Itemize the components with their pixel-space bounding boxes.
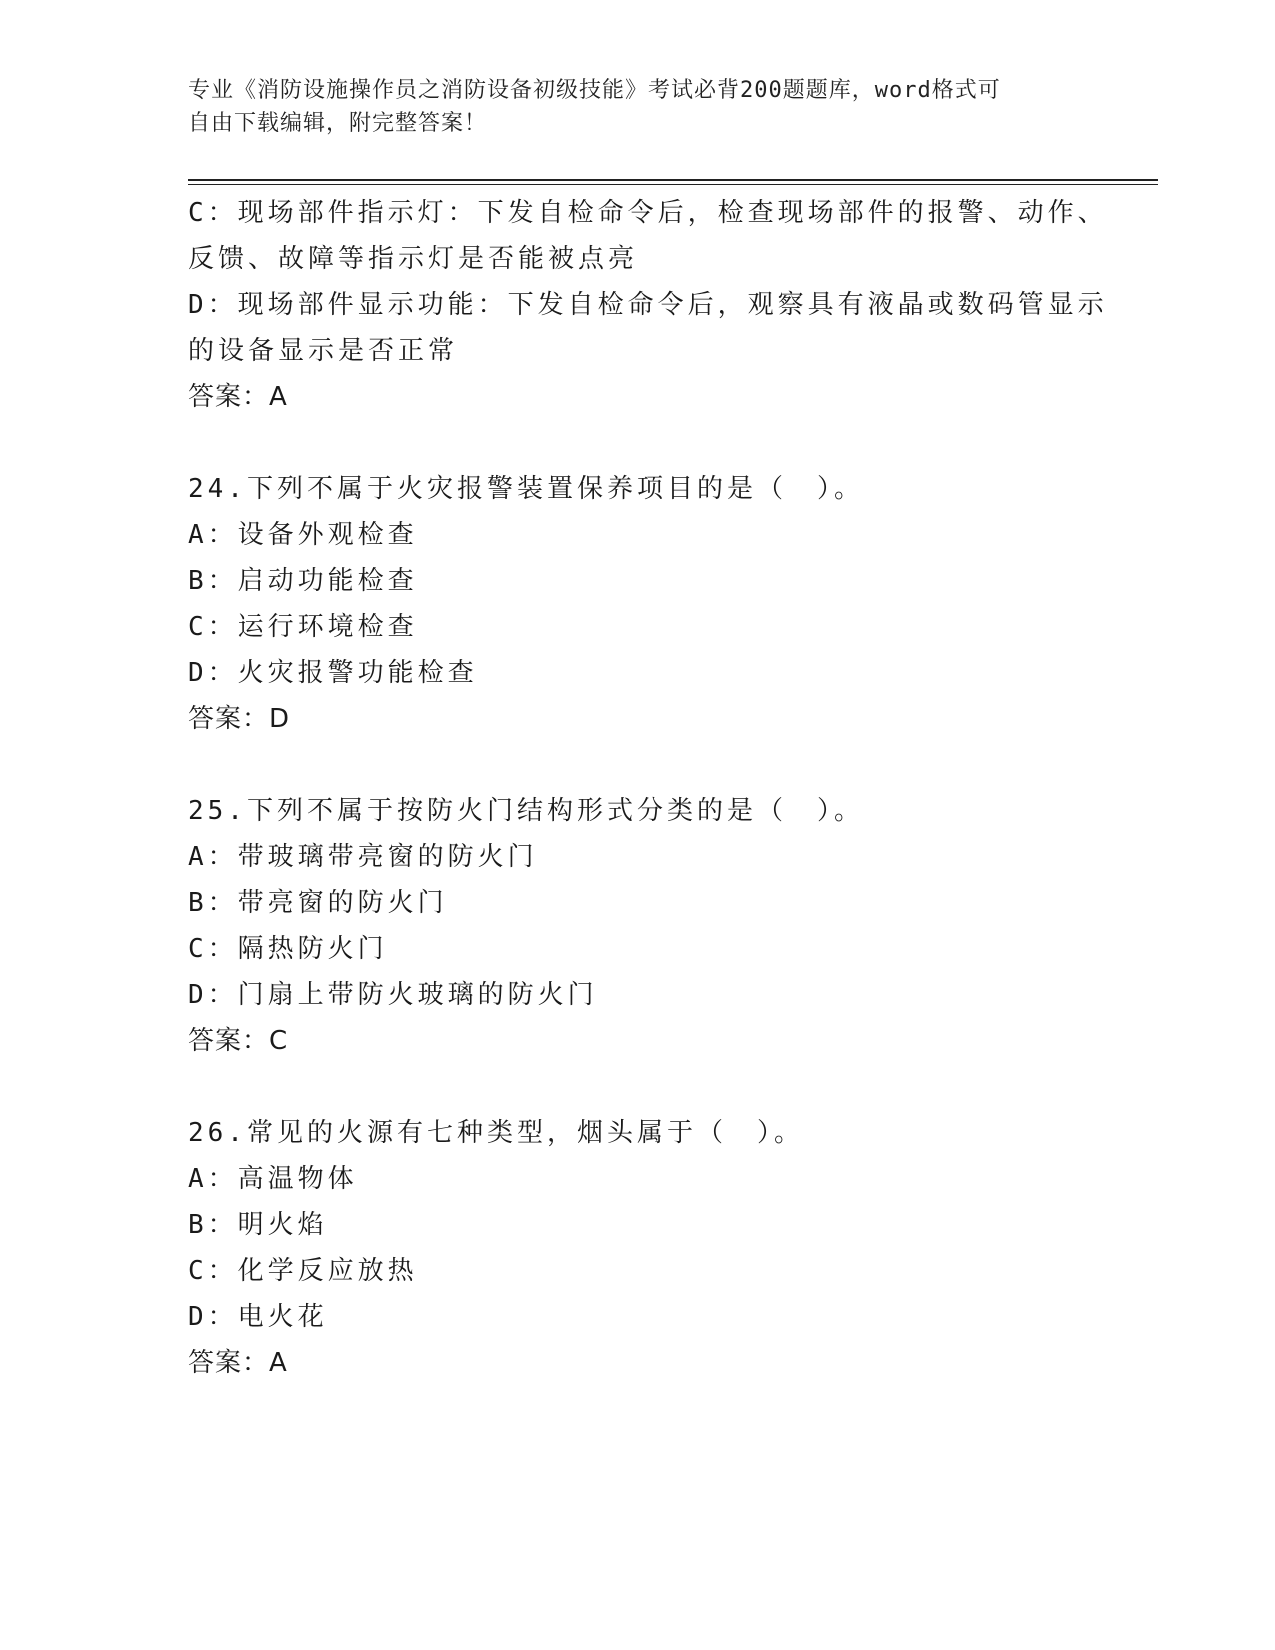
option-b: B：启动功能检查 <box>188 566 418 596</box>
option-b: B：带亮窗的防火门 <box>188 888 448 918</box>
question-content <box>188 190 1108 1386</box>
option-d-line-2: 的设备显示是否正常 <box>188 336 459 366</box>
spacer <box>188 742 1088 788</box>
option-a: A：高温物体 <box>188 1164 358 1194</box>
answer-line: 答案：A <box>188 382 288 412</box>
header-divider-thick <box>188 179 1158 181</box>
option-c-line-1: C：现场部件指示灯：下发自检命令后，检查现场部件的报警、动作、 <box>188 198 1108 228</box>
header-title-line-2: 自由下载编辑，附完整答案！ <box>188 111 488 136</box>
question-stem: 25.下列不属于按防火门结构形式分类的是（ ）。 <box>188 796 864 826</box>
question-25 <box>188 788 1088 1064</box>
continued-question-block <box>188 190 1108 420</box>
option-d-line-1: D：现场部件显示功能：下发自检命令后，观察具有液晶或数码管显示 <box>188 290 1108 320</box>
question-26 <box>188 1110 1088 1386</box>
spacer <box>188 1064 1088 1110</box>
option-d: D：火灾报警功能检查 <box>188 658 478 688</box>
question-stem: 24.下列不属于火灾报警装置保养项目的是（ ）。 <box>188 474 864 504</box>
option-c: C：运行环境检查 <box>188 612 418 642</box>
option-d: D：电火花 <box>188 1302 328 1332</box>
question-24 <box>188 466 1088 742</box>
header-divider-thin <box>188 184 1158 185</box>
option-a: A：带玻璃带亮窗的防火门 <box>188 842 538 872</box>
answer-line: 答案：C <box>188 1026 289 1056</box>
spacer <box>188 420 1088 466</box>
document-header <box>188 74 1088 140</box>
option-a: A：设备外观检查 <box>188 520 418 550</box>
answer-line: 答案：A <box>188 1348 288 1378</box>
option-c: C：化学反应放热 <box>188 1256 418 1286</box>
question-stem: 26.常见的火源有七种类型，烟头属于（ ）。 <box>188 1118 804 1148</box>
option-c: C：隔热防火门 <box>188 934 388 964</box>
option-b: B：明火焰 <box>188 1210 328 1240</box>
header-title-line-1: 专业《消防设施操作员之消防设备初级技能》考试必背200题题库，word格式可 <box>188 78 1001 103</box>
answer-line: 答案：D <box>188 704 291 734</box>
option-c-line-2: 反馈、故障等指示灯是否能被点亮 <box>188 244 639 274</box>
option-d: D：门扇上带防火玻璃的防火门 <box>188 980 598 1010</box>
